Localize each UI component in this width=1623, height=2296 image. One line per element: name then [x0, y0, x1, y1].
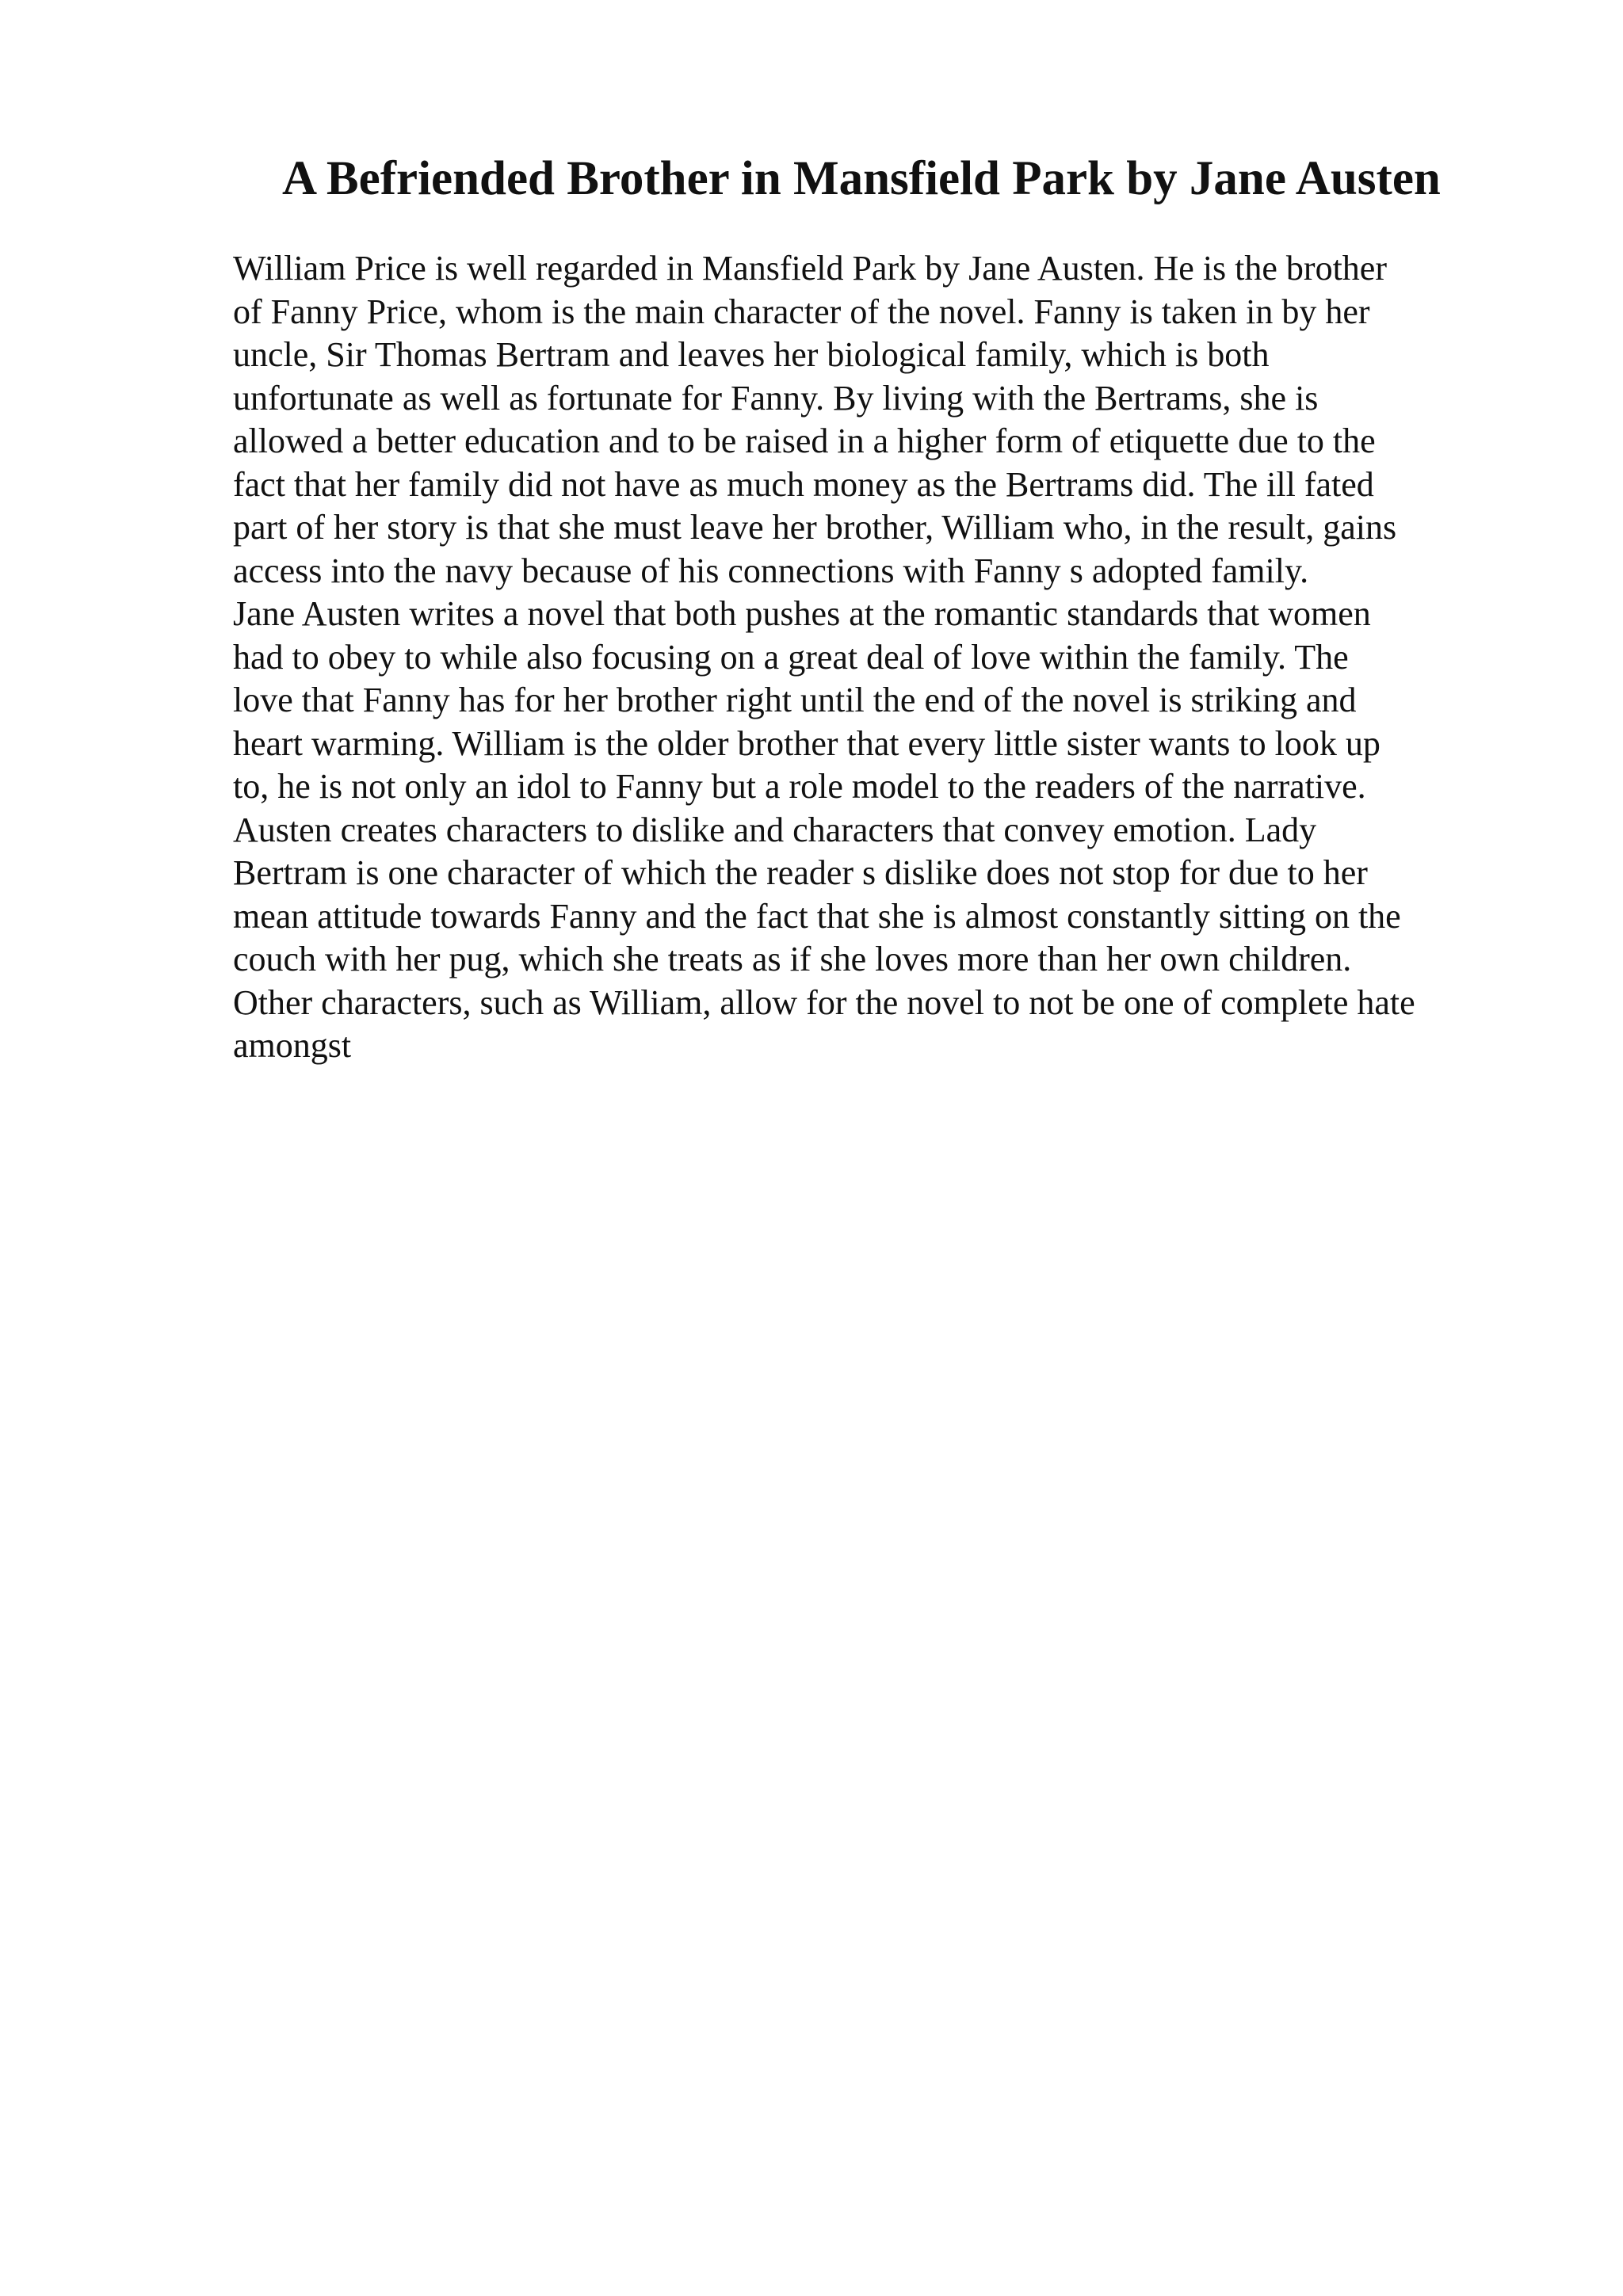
body-line-18: Other characters, such as William, allow for the novel to not be one of complete hate	[233, 982, 1415, 1022]
body-line-1: William Price is well regarded in Mansfield Park by Jane Austen. He is the brother	[233, 249, 1387, 288]
body-line-2: of Fanny Price, whom is the main character of the novel. Fanny is taken in by her	[233, 292, 1370, 331]
body-line-19: amongst	[233, 1026, 352, 1065]
body-line-6: fact that her family did not have as much money as the Bertrams did. The ill fated	[233, 464, 1374, 504]
body-line-7: part of her story is that she must leave her brother, William who, in the result, gains	[233, 508, 1397, 547]
body-line-5: allowed a better education and to be raised in a higher form of etiquette due to the	[233, 421, 1376, 460]
body-line-17: couch with her pug, which she treats as if she loves more than her own children.	[233, 940, 1352, 978]
body-line-9: Jane Austen writes a novel that both pushes at the romantic standards that women	[233, 594, 1371, 633]
body-line-13: to, he is not only an idol to Fanny but a role model to the readers of the narrative.	[233, 767, 1366, 806]
body-line-10: had to obey to while also focusing on a great deal of love within the family. The	[233, 637, 1349, 677]
body-line-16: mean attitude towards Fanny and the fact that she is almost constantly sitting on the	[233, 896, 1401, 936]
document-body	[233, 247, 1517, 1068]
body-line-14: Austen creates characters to dislike and characters that convey emotion. Lady	[233, 810, 1317, 849]
body-line-4: unfortunate as well as fortunate for Fanny. By living with the Bertrams, she is	[233, 378, 1319, 418]
body-line-12: heart warming. William is the older brother that every little sister wants to look up	[233, 723, 1381, 763]
document-title: A Befriended Brother in Mansfield Park by Jane Austen	[282, 152, 1441, 205]
body-line-15: Bertram is one character of which the reader s dislike does not stop for due to her	[233, 853, 1368, 892]
body-line-8: access into the navy because of his connections with Fanny s adopted family.	[233, 551, 1309, 590]
body-line-3: uncle, Sir Thomas Bertram and leaves her biological family, which is both	[233, 335, 1270, 374]
body-line-11: love that Fanny has for her brother right until the end of the novel is striking and	[233, 681, 1357, 719]
